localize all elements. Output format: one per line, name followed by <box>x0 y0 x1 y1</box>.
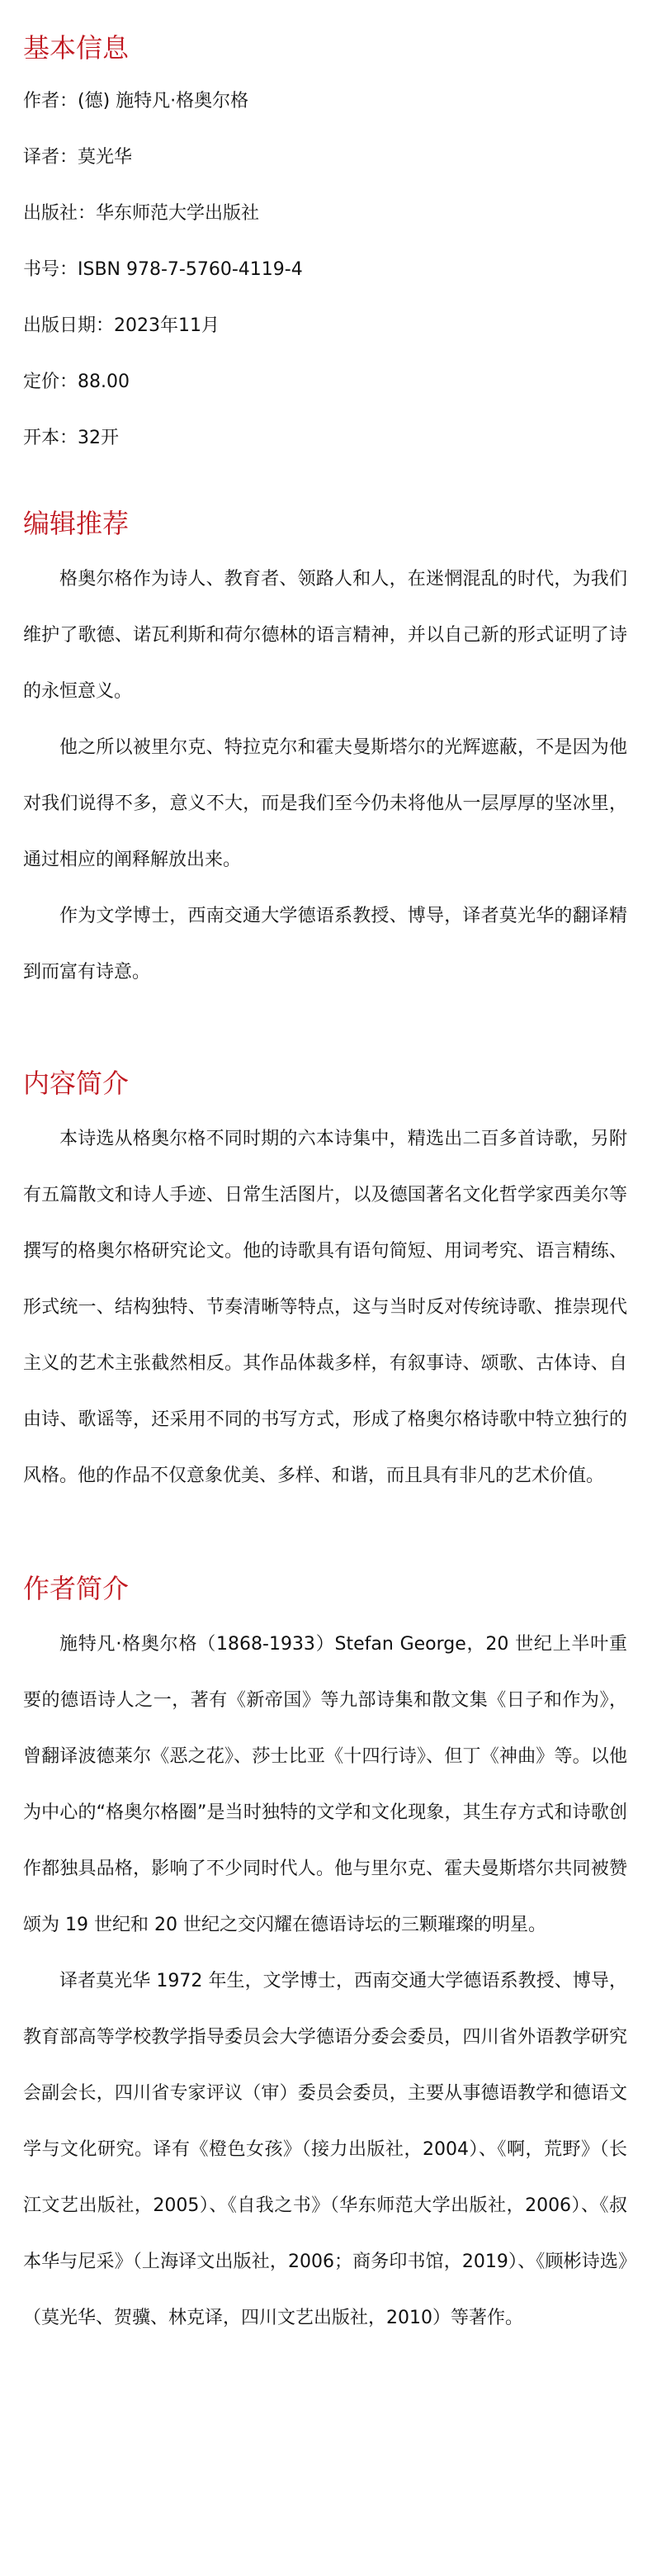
basic-info-title: 基本信息 <box>23 32 130 64</box>
author-intro-title: 作者简介 <box>23 1573 130 1604</box>
content-summary-title: 内容简介 <box>23 1068 130 1099</box>
content-summary-section <box>23 1067 627 1504</box>
editor-recommendation-title: 编辑推荐 <box>23 508 130 539</box>
info-format: 开本：32开 <box>23 428 119 448</box>
author-intro-section <box>23 1572 627 2346</box>
info-publisher: 出版社：华东师范大学出版社 <box>23 203 260 224</box>
translator-paragraph: 译者莫光华 1972 年生，文学博士，西南交通大学德语系教授、博导，教育部高等学校教学指导委员会大学德语分委会委员，四川省外语教学研究会副会长，四川省专家评议（审）委员会委员，主要从事德语教学和德语文学与文化研究。译有《橙色女孩》（接力出版社，2004）、《啊，荒野》（长江文艺出版社，2005）、《自我之书》（华东师范大学出版社，2006）、《叔本华与尼采》（上海译文出版社，2006；商务印书馆，2019）、《顾彬诗选》（莫光华、贺骥、林克译，四川文艺出版社，2010）等著作。 <box>23 1971 627 2328</box>
info-translator: 译者：莫光华 <box>23 147 133 168</box>
info-isbn: 书号：ISBN 978-7-5760-4119-4 <box>23 259 303 280</box>
editor-recommendation-body <box>23 552 627 1001</box>
content-summary-body <box>23 1111 627 1504</box>
basic-info-section <box>23 0 627 451</box>
author-paragraph: 施特凡·格奥尔格（1868-1933）Stefan George，20 世纪上半叶重要的德语诗人之一，著有《新帝国》等九部诗集和散文集《日子和作为》，曾翻译波德莱尔《恶之花》、莎士比亚《十四行诗》、但丁《神曲》等。以他为中心的“格奥尔格圈”是当时独特的文学和文化现象，其生存方式和诗歌创作都独具品格，影响了不少同时代人。他与里尔克、霍夫曼斯塔尔共同被赞颂为 19 世纪和 20 世纪之交闪耀在德语诗坛的三颗璀璨的明星。 <box>23 1634 627 1935</box>
summary-paragraph: 本诗选从格奥尔格不同时期的六本诗集中，精选出二百多首诗歌，另附有五篇散文和诗人手迹、日常生活图片，以及德国著名文化哲学家西美尔等撰写的格奥尔格研究论文。他的诗歌具有语句简短、用词考究、语言精练、形式统一、结构独特、节奏清晰等特点，这与当时反对传统诗歌、推崇现代主义的艺术主张截然相反。其作品体裁多样，有叙事诗、颂歌、古体诗、自由诗、歌谣等，还采用不同的书写方式，形成了格奥尔格诗歌中特立独行的风格。他的作品不仅意象优美、多样、和谐，而且具有非凡的艺术价值。 <box>23 1129 627 1486</box>
editor-recommendation-section <box>23 507 627 1001</box>
info-price: 定价：88.00 <box>23 372 130 392</box>
editor-paragraph: 格奥尔格作为诗人、教育者、领路人和人，在迷惘混乱的时代，为我们维护了歌德、诺瓦利斯和荷尔德林的语言精神，并以自己新的形式证明了诗的永恒意义。 <box>23 569 627 702</box>
editor-paragraph: 他之所以被里尔克、特拉克尔和霍夫曼斯塔尔的光辉遮蔽，不是因为他对我们说得不多，意义不大，而是我们至今仍未将他从一层厚厚的坚冰里，通过相应的阐释解放出来。 <box>23 737 627 870</box>
author-intro-body <box>23 1617 627 2346</box>
info-author: 作者：(德) 施特凡·格奥尔格 <box>23 91 249 111</box>
editor-paragraph: 作为文学博士，西南交通大学德语系教授、博导，译者莫光华的翻译精到而富有诗意。 <box>23 906 627 983</box>
info-publish-date: 出版日期：2023年11月 <box>23 315 220 336</box>
basic-info-list <box>23 89 627 451</box>
